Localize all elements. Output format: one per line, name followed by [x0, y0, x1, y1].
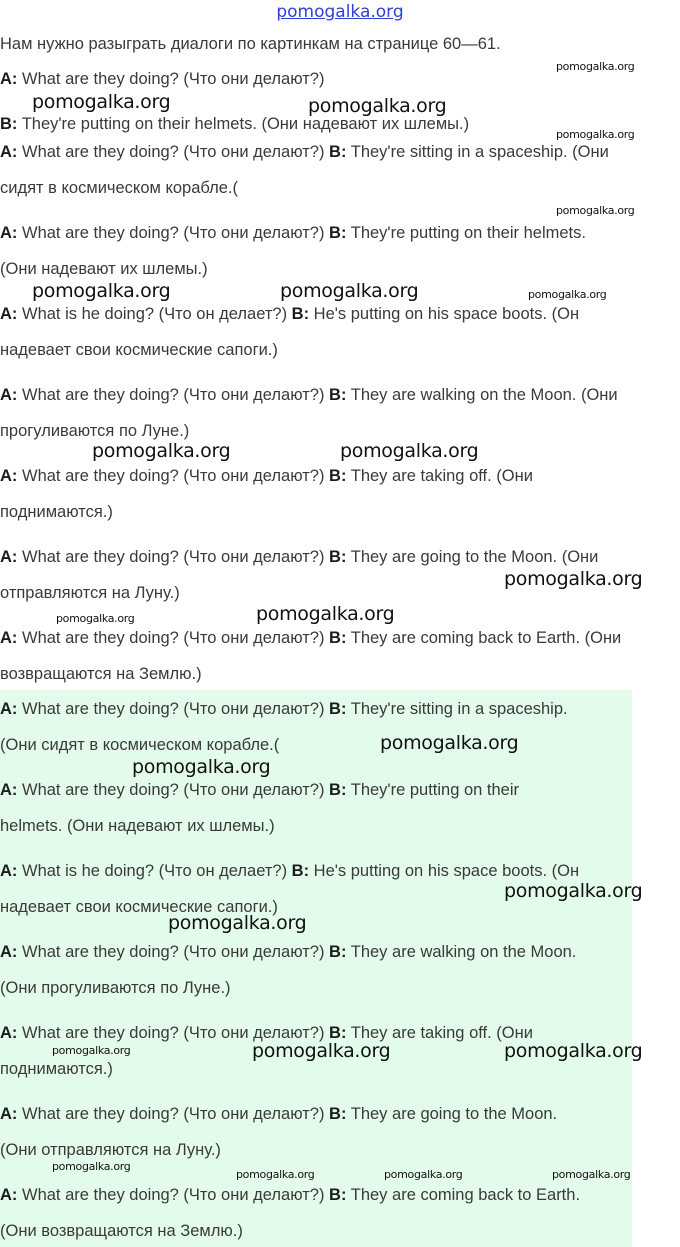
watermark-text: pomogalka.org	[504, 1040, 643, 1062]
dialogue-line	[0, 421, 189, 441]
watermark-text: pomogalka.org	[384, 1168, 463, 1181]
dialogue-line	[0, 978, 231, 998]
watermark-text: pomogalka.org	[52, 1160, 131, 1173]
reply-text: They are walking on the Moon.	[346, 943, 577, 961]
watermark-text: pomogalka.org	[340, 440, 479, 462]
speaker-b-label: B:	[329, 386, 347, 404]
dialogue-line	[0, 942, 576, 962]
reply-text: They are coming back to Earth.	[346, 1186, 581, 1204]
speaker-a-label: A:	[0, 700, 18, 718]
line-text: What are they doing? (Что они делают?)	[17, 467, 330, 485]
watermark-text: pomogalka.org	[56, 612, 135, 625]
speaker-a-label: A:	[0, 629, 18, 647]
watermark-text: pomogalka.org	[52, 1044, 131, 1057]
dialogue-line	[0, 780, 519, 800]
reply-text: They're putting on their helmets.	[346, 224, 586, 242]
watermark-text: pomogalka.org	[556, 60, 635, 73]
line-text: What are they doing? (Что они делают?)	[17, 629, 330, 647]
line-text: They're putting on their helmets. (Они надевают их шлемы.)	[17, 115, 470, 133]
watermark-text: pomogalka.org	[552, 1168, 631, 1181]
line-text: What are they doing? (Что они делают?)	[17, 548, 330, 566]
dialogue-line	[0, 466, 533, 486]
watermark-text: pomogalka.org	[280, 280, 419, 302]
line-text: What are they doing? (Что они делают?)	[17, 700, 330, 718]
speaker-a-label: A:	[0, 943, 18, 961]
watermark-text: pomogalka.org	[168, 912, 307, 934]
line-text: поднимаются.)	[0, 503, 113, 521]
speaker-b-label: B:	[329, 943, 347, 961]
watermark-text: pomogalka.org	[556, 128, 635, 141]
watermark-text: pomogalka.org	[132, 756, 271, 778]
speaker-a-label: A:	[0, 305, 18, 323]
speaker-b-label: B:	[329, 1105, 347, 1123]
dialogue-line	[0, 502, 113, 522]
line-text: What is he doing? (Что он делает?)	[17, 862, 292, 880]
speaker-b-label: B:	[329, 1024, 347, 1042]
speaker-b-label: B:	[329, 1186, 347, 1204]
site-logo-link[interactable]	[0, 0, 680, 24]
reply-text: He's putting on his space boots. (Он	[309, 305, 580, 323]
line-text: What are they doing? (Что они делают?)	[17, 781, 330, 799]
watermark-text: pomogalka.org	[32, 91, 171, 113]
line-text: (Они надевают их шлемы.)	[0, 260, 208, 278]
line-text: сидят в космическом корабле.(	[0, 179, 238, 197]
speaker-a-label: A:	[0, 143, 18, 161]
speaker-a-label: A:	[0, 781, 18, 799]
watermark-text: pomogalka.org	[380, 732, 519, 754]
speaker-a-label: A:	[0, 1186, 18, 1204]
dialogue-line	[0, 861, 579, 881]
site-logo-text: pomogalka.org	[276, 2, 404, 22]
reply-text: They are going to the Moon.	[346, 1105, 558, 1123]
dialogue-line	[0, 259, 208, 279]
reply-text: They are taking off. (Они	[346, 1024, 533, 1042]
watermark-text: pomogalka.org	[92, 440, 231, 462]
line-text: возвращаются на Землю.)	[0, 665, 202, 683]
line-text: What are they doing? (Что они делают?)	[17, 70, 325, 88]
dialogue-line	[0, 628, 621, 648]
reply-text: They're putting on their	[346, 781, 520, 799]
watermark-text: pomogalka.org	[252, 1040, 391, 1062]
line-text: What are they doing? (Что они делают?)	[17, 1024, 330, 1042]
reply-text: They are going to the Moon. (Они	[346, 548, 599, 566]
speaker-a-label: A:	[0, 548, 18, 566]
dialogue-line	[0, 304, 579, 324]
dialogue-line	[0, 223, 586, 243]
speaker-b-label: B:	[329, 700, 347, 718]
speaker-a-label: A:	[0, 70, 18, 88]
line-text: отправляются на Луну.)	[0, 584, 180, 602]
line-text: helmets. (Они надевают их шлемы.)	[0, 817, 275, 835]
watermark-text: pomogalka.org	[504, 880, 643, 902]
dialogue-line	[0, 1104, 557, 1124]
reply-text: They're sitting in a spaceship.	[346, 700, 568, 718]
dialogue-line	[0, 1059, 113, 1079]
line-text: What are they doing? (Что они делают?)	[17, 224, 330, 242]
line-text: надевает свои космические сапоги.)	[0, 341, 278, 359]
dialogue-line	[0, 547, 598, 567]
speaker-b-label: B:	[329, 224, 347, 242]
dialogue-line	[0, 664, 202, 684]
watermark-text: pomogalka.org	[556, 204, 635, 217]
dialogue-line	[0, 699, 568, 719]
dialogue-line	[0, 385, 618, 405]
dialogue-line	[0, 114, 469, 134]
watermark-text: pomogalka.org	[236, 1168, 315, 1181]
speaker-b-label: B:	[329, 548, 347, 566]
speaker-a-label: A:	[0, 1105, 18, 1123]
line-text: прогуливаются по Луне.)	[0, 422, 190, 440]
line-text: What are they doing? (Что они делают?)	[17, 143, 330, 161]
dialogue-line	[0, 583, 180, 603]
reply-text: They are walking on the Moon. (Они	[346, 386, 618, 404]
line-text: What is he doing? (Что он делает?)	[17, 305, 292, 323]
dialogue-line	[0, 1140, 221, 1160]
speaker-b-label: B:	[329, 467, 347, 485]
speaker-a-label: A:	[0, 224, 18, 242]
dialogue-line	[0, 1221, 243, 1241]
line-text: поднимаются.)	[0, 1060, 113, 1078]
line-text: (Они возвращаются на Землю.)	[0, 1222, 243, 1240]
line-text: What are they doing? (Что они делают?)	[17, 386, 330, 404]
dialogue-line	[0, 142, 609, 162]
watermark-text: pomogalka.org	[528, 288, 607, 301]
dialogue-line	[0, 735, 279, 755]
speaker-b-label: B:	[329, 629, 347, 647]
speaker-a-label: A:	[0, 467, 18, 485]
reply-text: They are taking off. (Они	[346, 467, 533, 485]
intro-text: Нам нужно разыграть диалоги по картинкам на странице 60—61.	[0, 35, 501, 53]
line-text: надевает свои космические сапоги.)	[0, 898, 278, 916]
speaker-b-label: B:	[329, 143, 347, 161]
speaker-b-label: B:	[291, 305, 310, 323]
line-text: (Они сидят в космическом корабле.(	[0, 736, 280, 754]
dialogue-line	[0, 816, 275, 836]
line-text: (Они отправляются на Луну.)	[0, 1141, 221, 1159]
reply-text: They are coming back to Earth. (Они	[346, 629, 622, 647]
watermark-text: pomogalka.org	[504, 568, 643, 590]
speaker-a-label: A:	[0, 862, 18, 880]
reply-text: He's putting on his space boots. (Он	[309, 862, 580, 880]
line-text: What are they doing? (Что они делают?)	[17, 1105, 330, 1123]
reply-text: They're sitting in a spaceship. (Они	[346, 143, 609, 161]
speaker-a-label: A:	[0, 1024, 18, 1042]
watermark-text: pomogalka.org	[32, 280, 171, 302]
line-text: What are they doing? (Что они делают?)	[17, 1186, 330, 1204]
speaker-a-label: A:	[0, 386, 18, 404]
dialogue-line	[0, 178, 238, 198]
dialogue-line	[0, 1185, 580, 1205]
speaker-b-label: B:	[329, 781, 347, 799]
dialogue-line	[0, 69, 324, 89]
line-text: What are they doing? (Что они делают?)	[17, 943, 330, 961]
speaker-a-label: B:	[0, 115, 18, 133]
line-text: (Они прогуливаются по Луне.)	[0, 979, 231, 997]
watermark-text: pomogalka.org	[308, 95, 447, 117]
dialogue-line	[0, 340, 278, 360]
watermark-text: pomogalka.org	[256, 603, 395, 625]
speaker-b-label: B:	[291, 862, 310, 880]
